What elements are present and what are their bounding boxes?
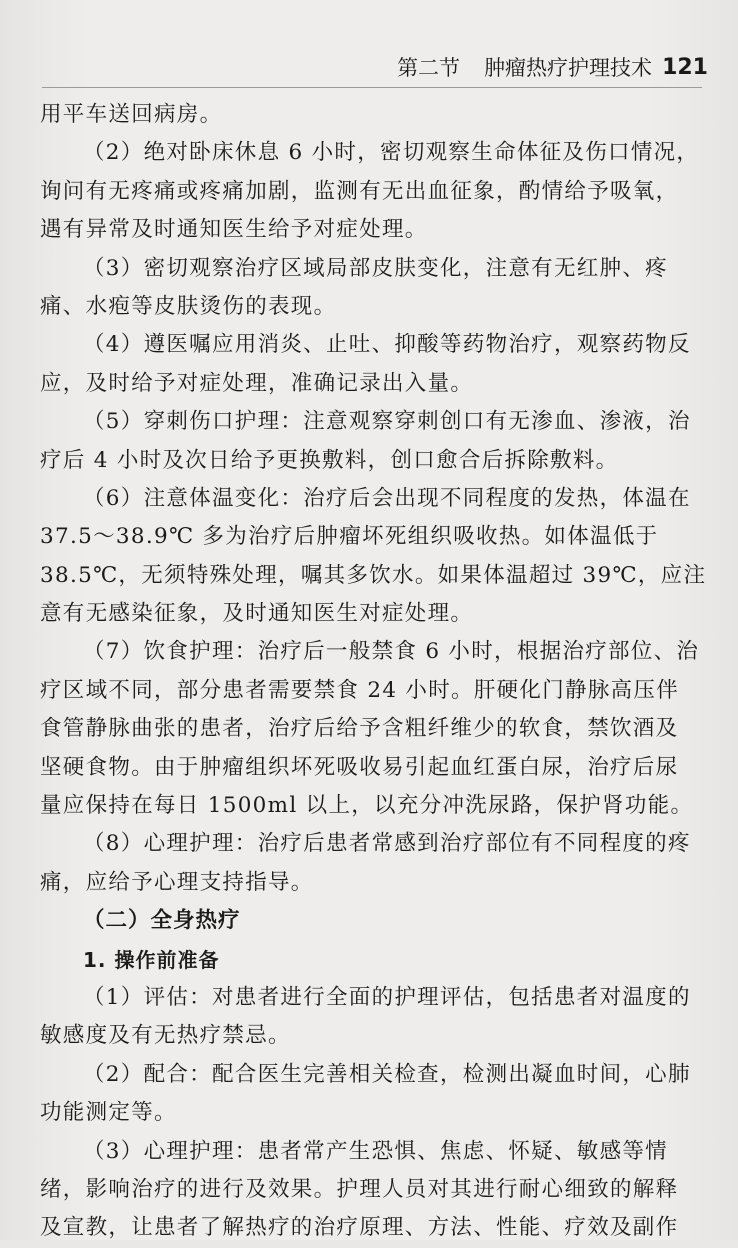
text-line: （6）注意体温变化：治疗后会出现不同程度的发热，体温在 [83, 485, 691, 511]
header-divider [42, 87, 702, 88]
text-line: 用平车送回病房。 [40, 102, 223, 127]
text-line: 意有无感染征象，及时通知医生对症处理。 [40, 601, 474, 627]
text-line: 绪，影响治疗的进行及效果。护理人员对其进行耐心细致的解释 [40, 1176, 679, 1202]
text-line: 遇有异常及时通知医生给予对症处理。 [40, 217, 428, 243]
subsection-heading: 1. 操作前准备 [83, 947, 220, 972]
page-number: 121 [662, 54, 708, 80]
text-line: 疗后 4 小时及次日给予更换敷料，创口愈合后拆除敷料。 [40, 447, 619, 473]
text-line: （3）心理护理：患者常产生恐惧、焦虑、怀疑、敏感等情 [83, 1138, 668, 1164]
text-line: 38.5℃，无须特殊处理，嘱其多饮水。如果体温超过 39℃，应注 [40, 562, 707, 588]
text-line: （3）密切观察治疗区域局部皮肤变化，注意有无红肿、疼 [83, 255, 668, 281]
text-line: 询问有无疼痛或疼痛加剧，监测有无出血征象，酌情给予吸氧， [40, 178, 679, 204]
text-line: 痛，应给予心理支持指导。 [40, 869, 314, 895]
text-line: 敏感度及有无热疗禁忌。 [40, 1023, 291, 1049]
text-line: 功能测定等。 [40, 1100, 177, 1126]
text-line: 疗区域不同，部分患者需要禁食 24 小时。肝硬化门静脉高压伴 [40, 677, 680, 703]
text-line: 量应保持在每日 1500ml 以上，以充分冲洗尿路，保护肾功能。 [40, 793, 694, 819]
text-line: 37.5～38.9℃ 多为治疗后肿瘤坏死组织吸收热。如体温低于 [40, 524, 659, 550]
text-line: 及宣教，让患者了解热疗的治疗原理、方法、性能、疗效及副作 [40, 1215, 679, 1241]
text-line: （4）遵医嘱应用消炎、止吐、抑酸等药物治疗，观察药物反 [83, 332, 691, 358]
text-line: （2）配合：配合医生完善相关检查，检测出凝血时间，心肺 [83, 1061, 691, 1087]
section-heading: （二）全身热疗 [83, 908, 241, 934]
text-line: （7）饮食护理：治疗后一般禁食 6 小时，根据治疗部位、治 [83, 639, 700, 665]
text-line: 坚硬食物。由于肿瘤组织坏死吸收易引起血红蛋白尿，治疗后尿 [40, 754, 679, 780]
text-line: （8）心理护理：治疗后患者常感到治疗部位有不同程度的疼 [83, 831, 691, 857]
text-line: 痛、水疱等皮肤烫伤的表现。 [40, 293, 337, 319]
text-line: （1）评估：对患者进行全面的护理评估，包括患者对温度的 [83, 984, 691, 1010]
text-line: （2）绝对卧床休息 6 小时，密切观察生命体征及伤口情况， [83, 140, 700, 166]
text-line: 应，及时给予对症处理，准确记录出入量。 [40, 370, 474, 396]
header-section: 第二节 [397, 56, 461, 80]
header-chapter-title: 肿瘤热疗护理技术 [484, 56, 653, 80]
running-header [397, 52, 708, 82]
text-line: （5）穿刺伤口护理：注意观察穿刺创口有无渗血、渗液，治 [83, 409, 691, 435]
text-line: 食管静脉曲张的患者，治疗后给予含粗纤维少的软食，禁饮酒及 [40, 716, 679, 742]
body-text [40, 96, 707, 1248]
